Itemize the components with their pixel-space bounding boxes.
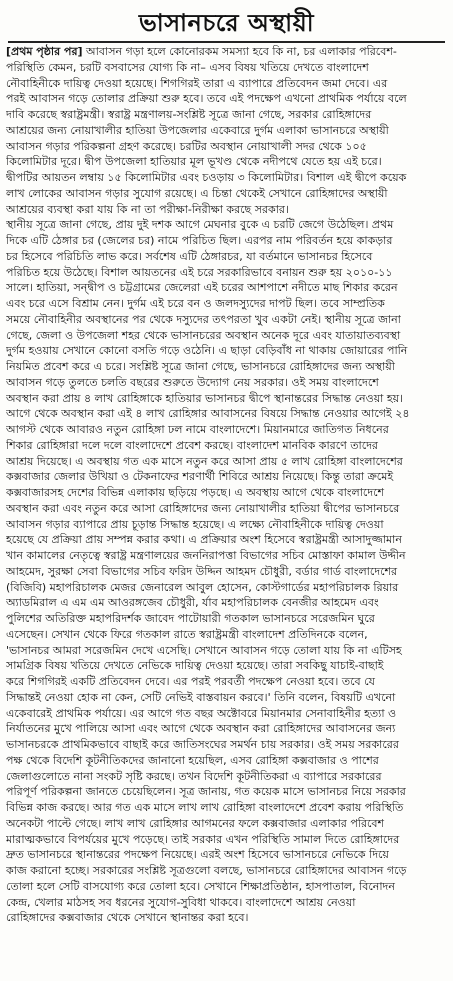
article-line-text: সময়ে নৌবাহিনীর অবস্থানের পর থেকে দস্যুদের তৎপরতা খুব একটা নেই। স্থানীয় সূত্রে জানা (6, 312, 401, 326)
article-line (6, 658, 447, 674)
article-line (6, 847, 447, 863)
article-line-text: করে শিগগিরই একটি প্রতিবেদন দেবে। এর পরই পরবর্তী পদক্ষেপ নেওয়া হবে। তবে যে (6, 675, 375, 688)
article-line (6, 548, 447, 564)
article-line (6, 832, 447, 848)
article-line-text: একেবারেই প্রাথমিক পর্যায়ে। এর আগে গত বছর অক্টোবরে মিয়ানমার সেনাবাহিনীর হত্যা ও (6, 706, 397, 720)
article-line (6, 627, 447, 643)
article-line (6, 706, 447, 722)
article-line (6, 76, 447, 92)
article-line (6, 517, 447, 533)
article-line (6, 674, 447, 690)
article-line-text: অবস্থান করা প্রায় ৪ লাখ রোহিঙ্গাকে হাতিয়ার ভাসানচর দ্বীপে স্থানান্তরের সিদ্ধান্ত নেওয়া হয়। (6, 391, 404, 405)
article-line-text: বিভিন্ন কাজ করছে। আর গত এক মাসে লাখ লাখ রোহিঙ্গা বাংলাদেশে প্রবেশ করায় পরিস্থিতি (6, 801, 404, 814)
article-line (6, 312, 447, 328)
article-line (6, 249, 447, 265)
article-line (6, 438, 447, 454)
article-line-text: সালে। হাতিয়া, সন্দ্বীপ ও চট্টগ্রামের জেলেরা এই চরের আশপাশে নদীতে মাছ শিকার করেন (6, 281, 398, 295)
article-line (6, 595, 447, 611)
article-line (6, 60, 447, 76)
article-line (6, 280, 447, 296)
article-line-text: কিলোমিটার দূরে। দ্বীপ উপজেলা হাতিয়ার মূল ভূখণ্ড থেকে নদীপথে যেতে হয় এই চরে। (6, 155, 382, 169)
article-line-text: কেন্দ্র, খেলার মাঠসহ সব ধরনের সুযোগ-সুবিধা থাকবে। বাংলাদেশে আশ্রয় নেওয়া (6, 895, 356, 909)
article-line (6, 611, 447, 627)
article-line-text: এসেছেন। সেখান থেকে ফিরে গতকাল রাতে স্বরাষ্ট্রমন্ত্রী বাংলাদেশ প্রতিদিনকে বলেন, (6, 627, 368, 641)
article-line-text: আশ্রয়ের জন্য নোয়াখালীর হাতিয়া উপজেলার একেবারে দুর্গম এলাকা ভাসানচরে অস্থায়ী (6, 123, 389, 137)
article-line (6, 391, 447, 407)
article-line (6, 154, 447, 170)
article-line-text: গেছে, জেলা ও উপজেলা শহর থেকে ভাসানচরের অবস্থান অনেক দূরে এবং যাতায়াতব্যবস্থা (6, 328, 401, 342)
article-line (6, 375, 447, 391)
article-line (6, 532, 447, 548)
article-line (6, 233, 447, 249)
article-line-text: আশ্রয়ের ব্যবস্থা করা যায় কি না তা পরীক্ষা-নিরীক্ষা করছে সরকার। (6, 202, 289, 216)
article-line-text: দাবি করেছে স্বরাষ্ট্রমন্ত্রী। স্বরাষ্ট্র মন্ত্রণালয়-সংশ্লিষ্ট সূত্রে জানা গেছে, সরকার রোহিঙ্গাদের (6, 108, 372, 121)
article-line (6, 580, 447, 596)
article-line (6, 186, 447, 202)
article-line (6, 296, 447, 312)
article-line-text: অনেকটা পাল্টে গেছে। লাখ লাখ রোহিঙ্গার আগমনের ফলে কক্সবাজার এলাকার পরিবেশ (6, 816, 385, 830)
article-line-text: তোলা হলে সেটি বাসযোগ্য করে তোলা হবে। সেখানে শিক্ষাপ্রতিষ্ঠান, হাসপাতাল, বিনোদন (6, 879, 395, 893)
article-line-text: দ্বীপটির আয়তন লম্বায় ১৫ কিলোমিটার এবং চওড়ায় ৩ কিলোমিটার। বিশাল এই দ্বীপে কয়েক (6, 171, 407, 184)
article-line (6, 800, 447, 816)
article-line (6, 406, 447, 422)
article-line-text: আবাসন গড়ার ব্যাপারে প্রায় চূড়ান্ত সিদ্ধান্ত হয়েছে। এ লক্ষ্যে নৌবাহিনীকে দায়িত্ব দেওয়া (6, 517, 384, 531)
headline-rule (8, 41, 445, 43)
article-line-text: আবাসন গড়ার পরিকল্পনা গ্রহণ করেছে। চরটির অবস্থান নোয়াখালী সদর থেকে ১০৫ (6, 139, 367, 153)
continuation-tag: [প্রথম পৃষ্ঠার পর] (6, 45, 83, 58)
article-line (6, 737, 447, 753)
article-line-text: আহমেদ, সুরক্ষা সেবা বিভাগের সচিব ফরিদ উদ্দিন আহমদ চৌধুরী, বর্ডার গার্ড বাংলাদেশের (6, 564, 398, 578)
article-line (6, 769, 447, 785)
article-line-text: পরই আবাসন গড়ে তোলার প্রক্রিয়া শুরু হবে। তবে এই পদক্ষেপ এখনো প্রাথমিক পর্যায়ে বলে (6, 92, 407, 106)
article-line-text: পরিস্থিতি কেমন, চরটি বসবাসের যোগ্য কি না– এসব বিষয় খতিয়ে দেখতে বাংলাদেশ (6, 60, 369, 74)
article-line-text: নৌবাহিনীকে দায়িত্ব দেওয়া হয়েছে। শিগগিরই তারা এ ব্যাপারে প্রতিবেদন জমা দেবে। এর (6, 76, 388, 90)
article-line-text: পরিপূর্ণ পরিকল্পনা জানতে চেয়েছিলেন। সূত্র জানায়, গত কয়েক মাসে ভাসানচর নিয়ে সরকার (6, 785, 406, 799)
article-line (6, 202, 447, 218)
article-line-text: দ্রুত ভাসানচরে স্থানান্তরের পদক্ষেপ নিয়েছে। এরই অংশ হিসেবে ভাসানচরে নেভিকে দিয়ে (6, 848, 389, 862)
article-line-text: খান কামালের নেতৃত্বে স্বরাষ্ট্র মন্ত্রণালয়ের জননিরাপত্তা বিভাগের সচিব মোস্তাফা কামাল উদ্দীন (6, 549, 406, 562)
article-line-text: আশ্রয় দিয়েছে। এ অবস্থায় গত এক মাসে নতুন করে আসা প্রায় ৫ লাখ রোহিঙ্গা বাংলাদেশের (6, 454, 403, 468)
article-line (6, 170, 447, 186)
article-line-text: দিকে এটি ঠেঙ্গার চর (জেলের চর) নামে পরিচিত ছিল। এরপর নাম পরিবর্তন হয়ে কাকড়ার (6, 234, 393, 247)
article-line (6, 91, 447, 107)
article-line-text: স্থানীয় সূত্রে জানা গেছে, প্রায় দুই দশক আগে মেঘনার বুকে এ চরটি জেগে উঠেছিল। প্রথম (6, 218, 394, 232)
article-line-text: নির্যাতনের মুখে পালিয়ে আসা এবং আগে থেকে অবস্থান করা রোহিঙ্গাদের আবাসনের জন্য (6, 722, 396, 736)
article-line-text: অ্যাডমিরাল এ এম এম আওরঙ্গজেব চৌধুরী, র্যাব মহাপরিচালক বেনজীর আহমেদ এবং (6, 596, 379, 610)
article-line-text: মারাত্মকভাবে বিপর্যয়ের মুখে পড়েছে। তাই সরকার এখন পরিস্থিতি সামাল দিতে রোহিঙ্গাদের (6, 832, 400, 846)
article-line (6, 217, 447, 233)
article-line-text: চর হিসেবে পরিচিতি লাভ করে। সর্বশেষ এটি ঠেঙ্গারচর, যা বর্তমানে ভাসানচর হিসেবে (6, 249, 373, 263)
article-line (6, 910, 447, 926)
article-line (6, 784, 447, 800)
article-line-text: রোহিঙ্গাদের কক্সবাজার থেকে সেখানে স্থানান্তর করা হবে। (6, 911, 249, 925)
article-line-text: জেলাগুলোতে নানা সংকট সৃষ্টি করছে। তখন বিদেশি কূটনীতিকরা এ ব্যাপারে সরকারের (6, 769, 382, 783)
article-line-text: হয়েছে যে প্রক্রিয়া প্রায় সম্পন্ন করার কথা। এ প্রক্রিয়ার অংশ হিসেবে স্বরাষ্ট্রমন্ত্রী আসাদুজ্জামান (6, 533, 402, 547)
article-line-text: (বিজিবি) মহাপরিচালক মেজর জেনারেল আবুল হোসেন, কোস্টগার্ডের মহাপরিচালক রিয়ার (6, 580, 399, 594)
article-line-text: সামগ্রিক বিষয় খতিয়ে দেখতে নেভিকে দায়িত্ব দেওয়া হয়েছে। তারা সবকিছু যাচাই-বাছাই (6, 659, 384, 673)
article-line (6, 485, 447, 501)
article-line-text: সিদ্ধান্তই নেওয়া হোক না কেন, সেটি নেভিই বাস্তবায়ন করবে।' তিনি বলেন, বিষয়টি এখনো (6, 690, 396, 704)
article-line-text: 'ভাসানচর আমরা সরেজমিন দেখে এসেছি। সেখানে আবাসন গড়ে তোলা যায় কি না এটিসহ (6, 643, 402, 657)
article-line-text: শিকার রোহিঙ্গারা দলে দলে বাংলাদেশে প্রবেশ করছে। বাংলাদেশ মানবিক কারণে তাদের (6, 438, 378, 452)
article-line (6, 753, 447, 769)
article-line (6, 422, 447, 438)
article-line-text: কক্সবাজারসহ দেশের বিভিন্ন এলাকায় ছড়িয়ে পড়ছে। এ অবস্থায় আগে থেকে বাংলাদেশে (6, 486, 385, 499)
article-line (6, 343, 447, 359)
article-line-text: দুর্গম হওয়ায় সেখানে কোনো বসতি গড়ে ওঠেনি। এ ছাড়া বেড়িবাঁধ না থাকায় জোয়ারের পানি (6, 344, 408, 358)
article-line-text: এবং চরে এসে বিশ্রাম নেন। দুর্গম এই চরে বন ও জলদস্যুদের দাপট ছিল। তবে সাম্প্রতিক (6, 297, 385, 310)
article-line-text: আবাসন গড়ে তুলতে চলতি বছরের শুরুতে উদ্যোগ নেয় সরকার। ওই সময় বাংলাদেশে (6, 375, 379, 389)
article-line-text: পরিচিত হয়ে উঠেছে। বিশাল আয়তনের এই চরে সরকারিভাবে বনায়ন শুরু হয় ২০১০-১১ (6, 265, 393, 279)
article-line (6, 123, 447, 139)
article-line (6, 265, 447, 281)
article-line-text: কক্সবাজার জেলার উখিয়া ও টেকনাফের শরণার্থী শিবিরে আশ্রয় নিয়েছে। কিন্তু তারা ক্রমেই (6, 470, 394, 484)
article-line (6, 879, 447, 895)
article-line-text: লাখ লোকের আবাসন গড়ার সুযোগ রয়েছে। এ চিন্তা থেকেই সেখানে রোহিঙ্গাদের অস্থায়ী (6, 186, 388, 200)
article-line (6, 643, 447, 659)
article-line-text: আবাসন গড়া হলে কোনোরকম সমস্যা হবে কি না, চর এলাকার পরিবেশ- (82, 45, 397, 58)
article-line (6, 721, 447, 737)
article-line-text: আগস্ট থেকে আবারও নতুন রোহিঙ্গা ঢল নামে বাংলাদেশে। মিয়ানমারে জাতিগত নিধনের (6, 423, 389, 436)
article-line (6, 107, 447, 123)
article-body (6, 44, 447, 976)
article-line (6, 359, 447, 375)
article-line-text: আগে থেকে অবস্থান করা এই ৪ লাখ রোহিঙ্গার আবাসনের বিষয়ে সিদ্ধান্ত নেওয়ার আগেই ২৪ (6, 407, 410, 421)
article-line (6, 564, 447, 580)
article-line-text: পক্ষ থেকে বিদেশি কূটনীতিকদের জানানো হয়েছিল, এসব রোহিঙ্গা কক্সবাজার ও পাশের (6, 753, 379, 767)
article-line-text: অবস্থান করা এবং নতুন করে আসা রোহিঙ্গাদের জন্য নোয়াখালীর হাতিয়া দ্বীপের ভাসানচরে (6, 501, 400, 515)
headline: ভাসানচরে অস্থায়ী (138, 9, 315, 37)
article-line-text: কাজ করানো হচ্ছে। সরকারের সংশ্লিষ্ট সূত্রগুলো বলছে, ভাসানচরে রোহিঙ্গাদের আবাসন গড়ে (6, 864, 407, 877)
article-line (6, 895, 447, 911)
article-line (6, 501, 447, 517)
article-line-text: ভাসানচরকে প্রাথমিকভাবে বাছাই করে জাতিসংঘের সমর্থন চায় সরকার। ওই সময় সরকারের (6, 738, 399, 751)
article-line (6, 690, 447, 706)
article-line (6, 454, 447, 470)
article-line (6, 816, 447, 832)
article-line (6, 328, 447, 344)
article-line (6, 44, 447, 60)
article-line-text: নিয়মিত প্রবেশ করে এ চরে। সংশ্লিষ্ট সূত্রে জানা গেছে, ভাসানচরে রোহিঙ্গাদের জন্য অস্থায়ী (6, 360, 395, 373)
article-line (6, 139, 447, 155)
article-line (6, 469, 447, 485)
article-line-text: পুলিশের অতিরিক্ত মহাপরিদর্শক জাবেদ পাটোয়ারী গতকাল ভাসানচরে সরেজমিন ঘুরে (6, 612, 375, 625)
article-line (6, 863, 447, 879)
